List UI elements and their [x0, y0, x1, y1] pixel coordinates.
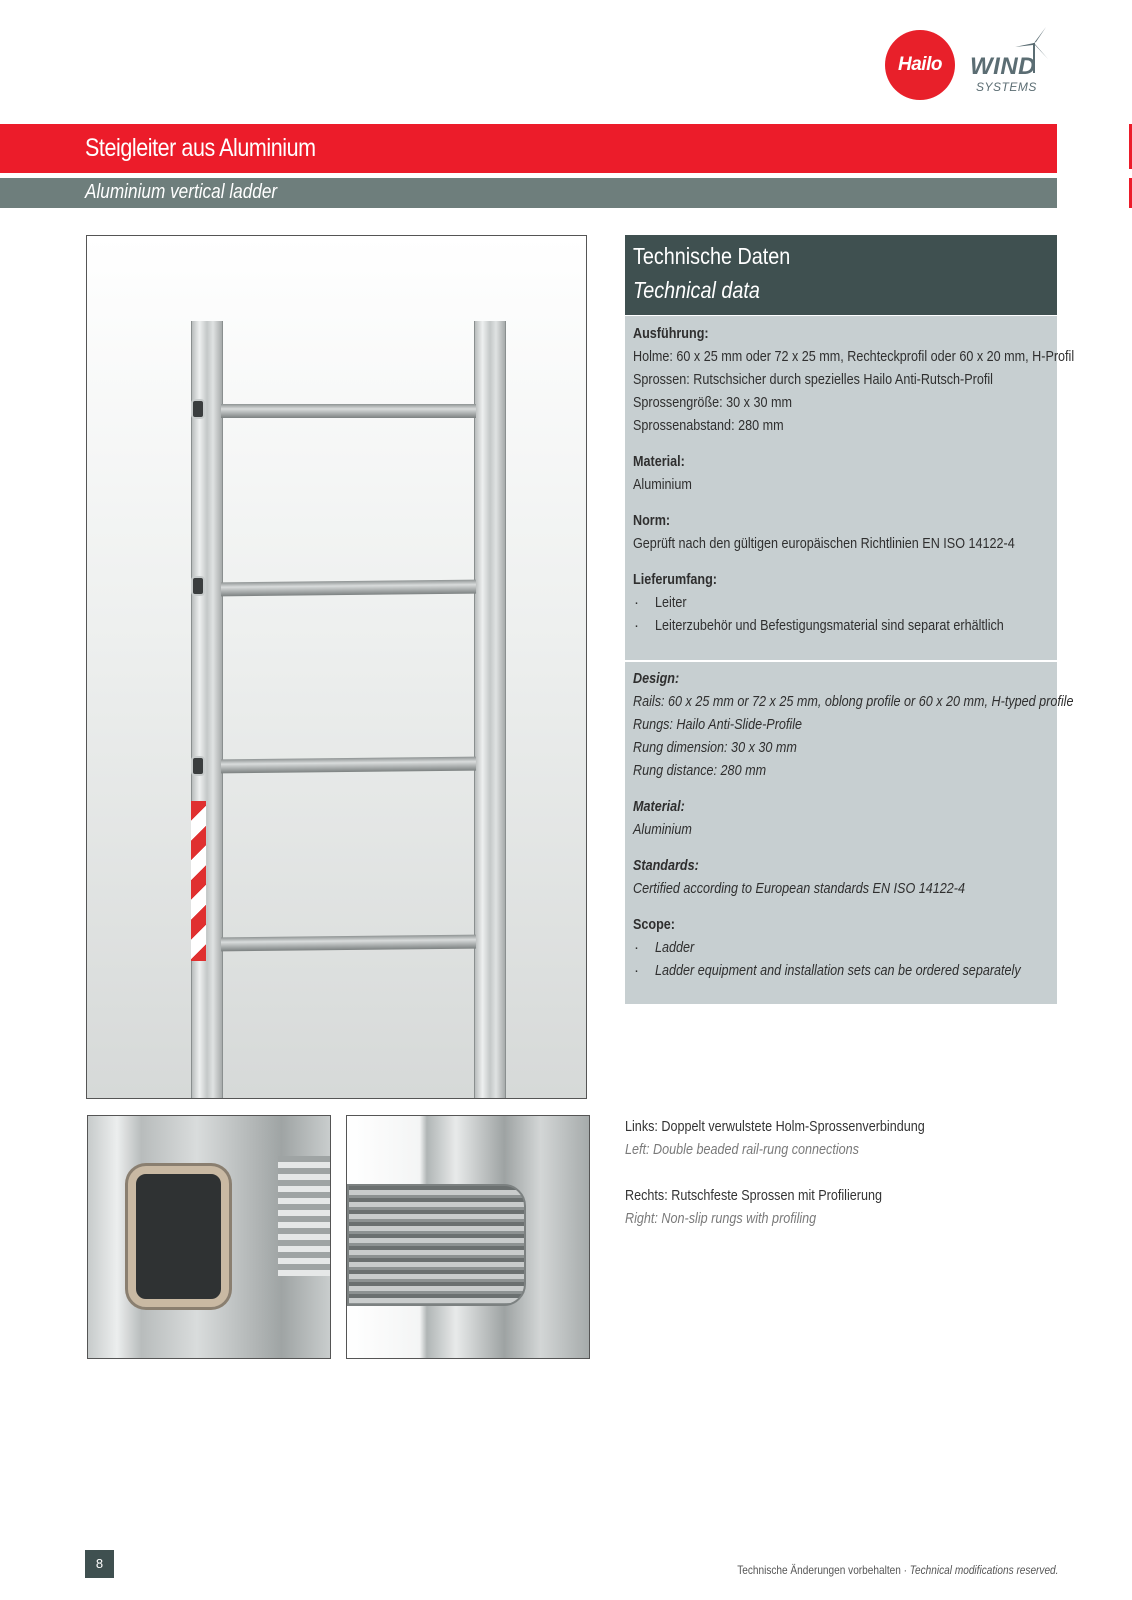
footer-note-en: Technical modifications reserved.	[909, 1563, 1058, 1577]
rung-profile	[278, 1156, 331, 1276]
tech-data-header	[625, 235, 1057, 315]
ladder-rung	[221, 404, 476, 418]
hailo-wind-logo	[885, 25, 1055, 105]
hailo-logo-badge: Hailo	[885, 30, 955, 100]
caption-right-de: Rechts: Rutschfeste Sprossen mit Profilierung	[625, 1187, 883, 1204]
ladder-rail-right	[474, 321, 506, 1099]
caption-right-en: Right: Non-slip rungs with profiling	[625, 1210, 817, 1227]
caption-left-en: Left: Double beaded rail-rung connections	[625, 1141, 859, 1158]
scope-item-de: Leiter	[655, 594, 687, 611]
bullet: ·	[634, 939, 639, 956]
material-value-de: Aluminium	[633, 476, 692, 493]
tech-heading-en: Technical data	[633, 277, 760, 303]
ladder-rung	[221, 935, 476, 952]
logo-systems-text: SYSTEMS	[976, 80, 1037, 94]
design-label-en: Design:	[633, 670, 680, 687]
design-line-de: Holme: 60 x 25 mm oder 72 x 25 mm, Rechteckprofil oder 60 x 20 mm, H-Profil	[633, 348, 1075, 365]
title-band-de	[0, 124, 1057, 173]
design-line-de: Sprossenabstand: 280 mm	[633, 417, 784, 434]
norm-label-de: Norm:	[633, 512, 671, 529]
standards-value-en: Certified according to European standards EN ISO 14122-4	[633, 880, 965, 897]
design-label-de: Ausführung:	[633, 325, 709, 342]
page-number: 8	[85, 1550, 114, 1578]
design-line-en: Rungs: Hailo Anti-Slide-Profile	[633, 716, 803, 733]
page-title-en: Aluminium vertical ladder	[85, 181, 278, 203]
rung-slot	[191, 399, 205, 419]
scope-label-de: Lieferumfang:	[633, 571, 718, 588]
warning-stripe	[191, 801, 206, 961]
rung-slot	[191, 756, 205, 776]
profiled-rung	[347, 1184, 526, 1306]
design-line-de: Sprossen: Rutschsicher durch spezielles Hailo Anti-Rutsch-Profil	[633, 371, 993, 388]
caption-left-de: Links: Doppelt verwulstete Holm-Sprossenverbindung	[625, 1118, 925, 1135]
ladder-rung	[221, 580, 476, 597]
design-line-de: Sprossengröße: 30 x 30 mm	[633, 394, 792, 411]
detail-photo-rung-profile	[346, 1115, 590, 1359]
tech-heading-de: Technische Daten	[633, 243, 791, 269]
ladder-rung	[221, 757, 476, 774]
scope-item-de: Leiterzubehör und Befestigungsmaterial sind separat erhältlich	[655, 617, 1004, 634]
material-value-en: Aluminium	[633, 821, 692, 838]
language-divider	[625, 660, 1057, 662]
scope-label-en: Scope:	[633, 916, 676, 933]
material-label-de: Material:	[633, 453, 685, 470]
scope-item-en: Ladder	[655, 939, 695, 956]
logo-wind-text: WIND	[970, 53, 1036, 80]
page-title-de: Steigleiter aus Aluminium	[85, 134, 316, 162]
bullet: ·	[634, 594, 639, 611]
ladder-rail-left	[191, 321, 223, 1099]
design-line-en: Rung dimension: 30 x 30 mm	[633, 739, 797, 756]
ladder-photo	[86, 235, 587, 1099]
design-line-en: Rung distance: 280 mm	[633, 762, 767, 779]
bullet: ·	[634, 962, 639, 979]
rung-slot	[191, 576, 205, 596]
bullet: ·	[634, 617, 639, 634]
design-line-en: Rails: 60 x 25 mm or 72 x 25 mm, oblong profile or 60 x 20 mm, H-typed profile	[633, 693, 1074, 710]
detail-photo-rail-connection	[87, 1115, 331, 1359]
standards-label-en: Standards:	[633, 857, 699, 874]
material-label-en: Material:	[633, 798, 685, 815]
title-band-en	[0, 178, 1057, 208]
scope-item-en: Ladder equipment and installation sets can be ordered separately	[655, 962, 1021, 979]
footer-disclaimer	[737, 1563, 1058, 1577]
norm-value-de: Geprüft nach den gültigen europäischen Richtlinien EN ISO 14122-4	[633, 535, 1015, 552]
footer-note-de: Technische Änderungen vorbehalten ·	[736, 1563, 910, 1577]
beaded-connection	[128, 1166, 229, 1307]
